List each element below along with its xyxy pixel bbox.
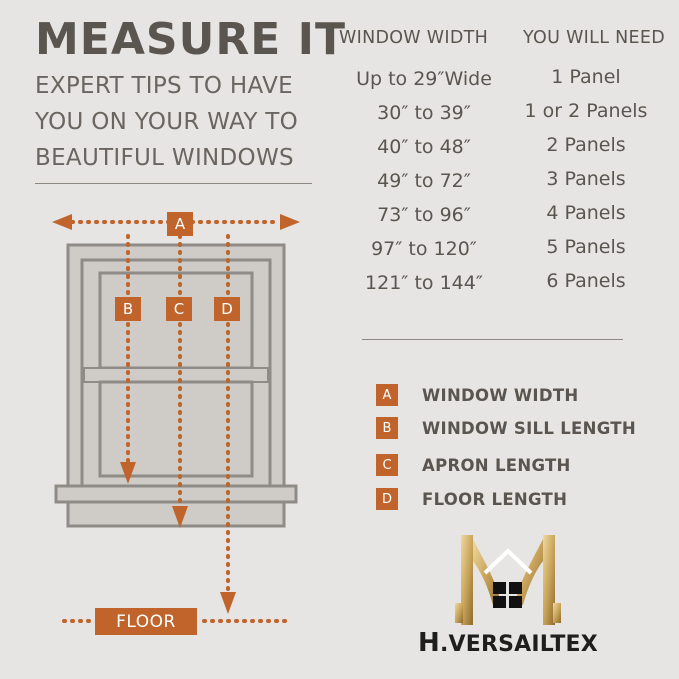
brand-initial: H [418,628,440,658]
table-cell-need: 1 Panel [551,66,621,88]
window-meeting-rail [84,368,268,382]
table-cell-width: 49″ to 72″ [377,170,471,192]
arrow-d-head [220,592,236,614]
table-cell-need: 6 Panels [546,270,626,292]
floor-label: FLOOR [95,608,197,635]
column-header-you-will-need: YOU WILL NEED [523,28,665,48]
diagram-label-a: A [167,212,193,236]
brand-logo-icon [455,533,565,628]
table-cell-need: 4 Panels [546,202,626,224]
table-cell-width: 121″ to 144″ [365,272,483,294]
legend-label-a: WINDOW WIDTH [422,385,579,405]
legend-badge-a: A [376,384,398,406]
tip-line-2: YOU ON YOUR WAY TO [35,109,299,135]
table-cell-need: 2 Panels [546,134,626,156]
diagram-label-c: C [166,297,192,321]
brand-wordmark: .VERSAILTEX [439,632,598,657]
page-title: MEASURE IT [35,14,346,65]
table-cell-width: 73″ to 96″ [377,204,471,226]
arrow-a-right-head [280,214,300,230]
legend-badge-c: C [376,454,398,476]
table-cell-width: 97″ to 120″ [371,238,477,260]
tip-line-3: BEAUTIFUL WINDOWS [35,145,294,171]
legend-label-d: FLOOR LENGTH [422,489,568,509]
table-cell-need: 3 Panels [546,168,626,190]
table-cell-width: 30″ to 39″ [377,102,471,124]
tip-line-1: EXPERT TIPS TO HAVE [35,73,293,99]
legend-badge-b: B [376,417,398,439]
legend-badge-d: D [376,488,398,510]
table-cell-width: Up to 29″Wide [356,68,492,90]
table-cell-need: 1 or 2 Panels [524,100,648,122]
table-cell-need: 5 Panels [546,236,626,258]
arrow-a-left-head [52,214,72,230]
legend-label-c: APRON LENGTH [422,455,571,475]
brand-name [418,628,598,658]
window-sill [56,486,296,502]
column-header-window-width: WINDOW WIDTH [339,28,489,48]
diagram-label-d: D [214,297,240,321]
legend-label-b: WINDOW SILL LENGTH [422,418,636,438]
table-cell-width: 40″ to 48″ [377,136,471,158]
diagram-label-b: B [115,297,141,321]
